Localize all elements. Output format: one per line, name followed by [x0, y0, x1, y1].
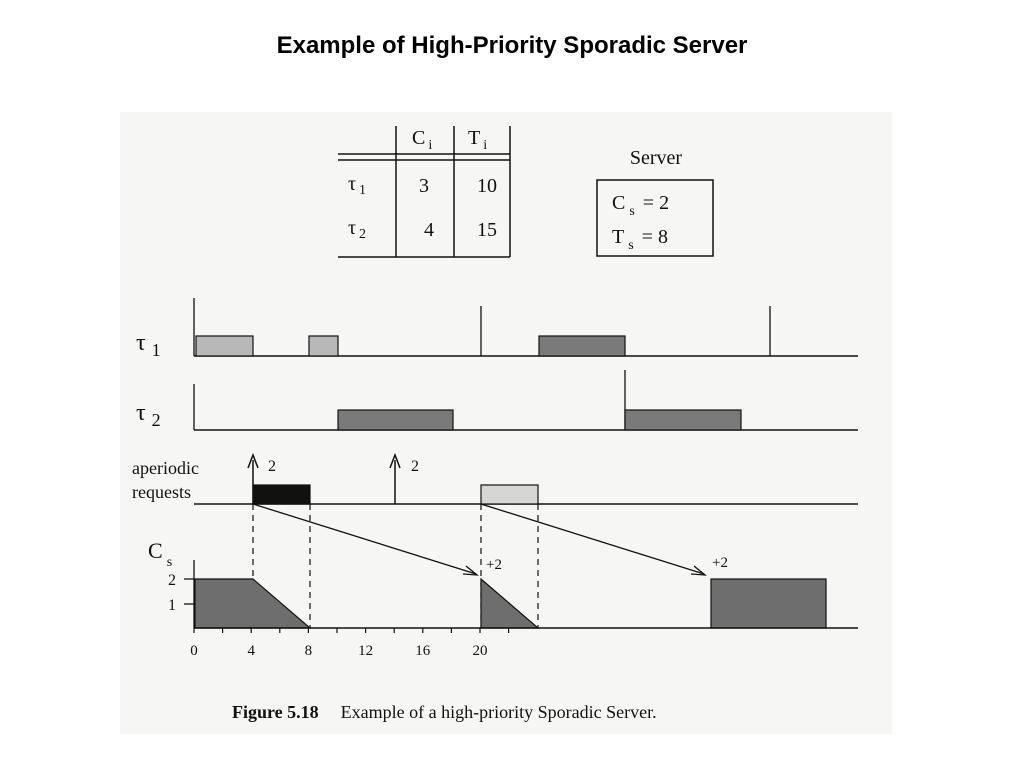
request-amount: 2 — [268, 458, 276, 475]
server-parameters — [597, 147, 713, 256]
server-ts: T $_s$ = 8 — [612, 226, 668, 253]
tau2-label: τ $_2$ — [136, 400, 161, 430]
request-amount: 2 — [411, 458, 419, 475]
table-header-c: C $_i$ — [412, 127, 433, 153]
replenishment-arrows — [253, 504, 705, 575]
capacity-region — [481, 579, 538, 628]
server-label: Server — [629, 147, 683, 169]
table-cell-c: 4 — [424, 219, 434, 241]
table-header-t: T $_i$ — [468, 127, 488, 153]
capacity-region — [195, 579, 310, 628]
x-tick-label: 0 — [190, 643, 198, 659]
table-row-task: τ $_1$ — [348, 173, 367, 198]
tau1-execution-block — [539, 336, 625, 356]
server-execution-block — [253, 485, 310, 504]
table-cell-t: 10 — [477, 175, 497, 197]
aperiodic-label-line2: requests — [132, 482, 191, 502]
server-cs: C $_s$ = 2 — [612, 192, 670, 219]
server-capacity-plot — [148, 538, 858, 659]
page-title: Example of High-Priority Sporadic Server — [276, 32, 748, 59]
replenish-label: +2 — [712, 555, 728, 571]
table-cell-c: 3 — [419, 175, 429, 197]
tau2-execution-block — [625, 410, 741, 430]
figure-panel — [120, 112, 892, 734]
tau1-timeline — [136, 298, 858, 360]
replenish-label: +2 — [486, 557, 502, 573]
x-tick-label: 8 — [304, 643, 313, 659]
tau1-label: τ $_1$ — [136, 330, 161, 360]
server-execution-block — [481, 485, 538, 504]
tau2-execution-block — [338, 410, 453, 430]
tau1-execution-block — [309, 336, 338, 356]
aperiodic-label-line1: aperiodic — [132, 458, 199, 478]
y-tick-label: 1 — [168, 597, 176, 614]
cs-axis-label: C $_s$ — [148, 538, 173, 570]
x-tick-label: 4 — [247, 643, 255, 659]
capacity-region — [711, 579, 826, 628]
tau1-execution-block — [196, 336, 253, 356]
task-parameter-table — [338, 126, 510, 257]
x-tick-label: 16 — [415, 643, 431, 659]
sporadic-server-diagram — [120, 112, 892, 734]
tau2-timeline — [136, 370, 858, 430]
figure-caption: Figure 5.18 Example of a high-priority Sporadic Server. — [232, 702, 657, 722]
aperiodic-timeline — [132, 455, 858, 504]
x-tick-label: 12 — [358, 643, 374, 659]
x-tick-label: 20 — [472, 643, 488, 659]
table-cell-t: 15 — [477, 219, 497, 241]
y-tick-label: 2 — [168, 572, 176, 589]
table-row-task: τ $_2$ — [348, 217, 367, 242]
x-axis-ticks — [190, 628, 508, 659]
